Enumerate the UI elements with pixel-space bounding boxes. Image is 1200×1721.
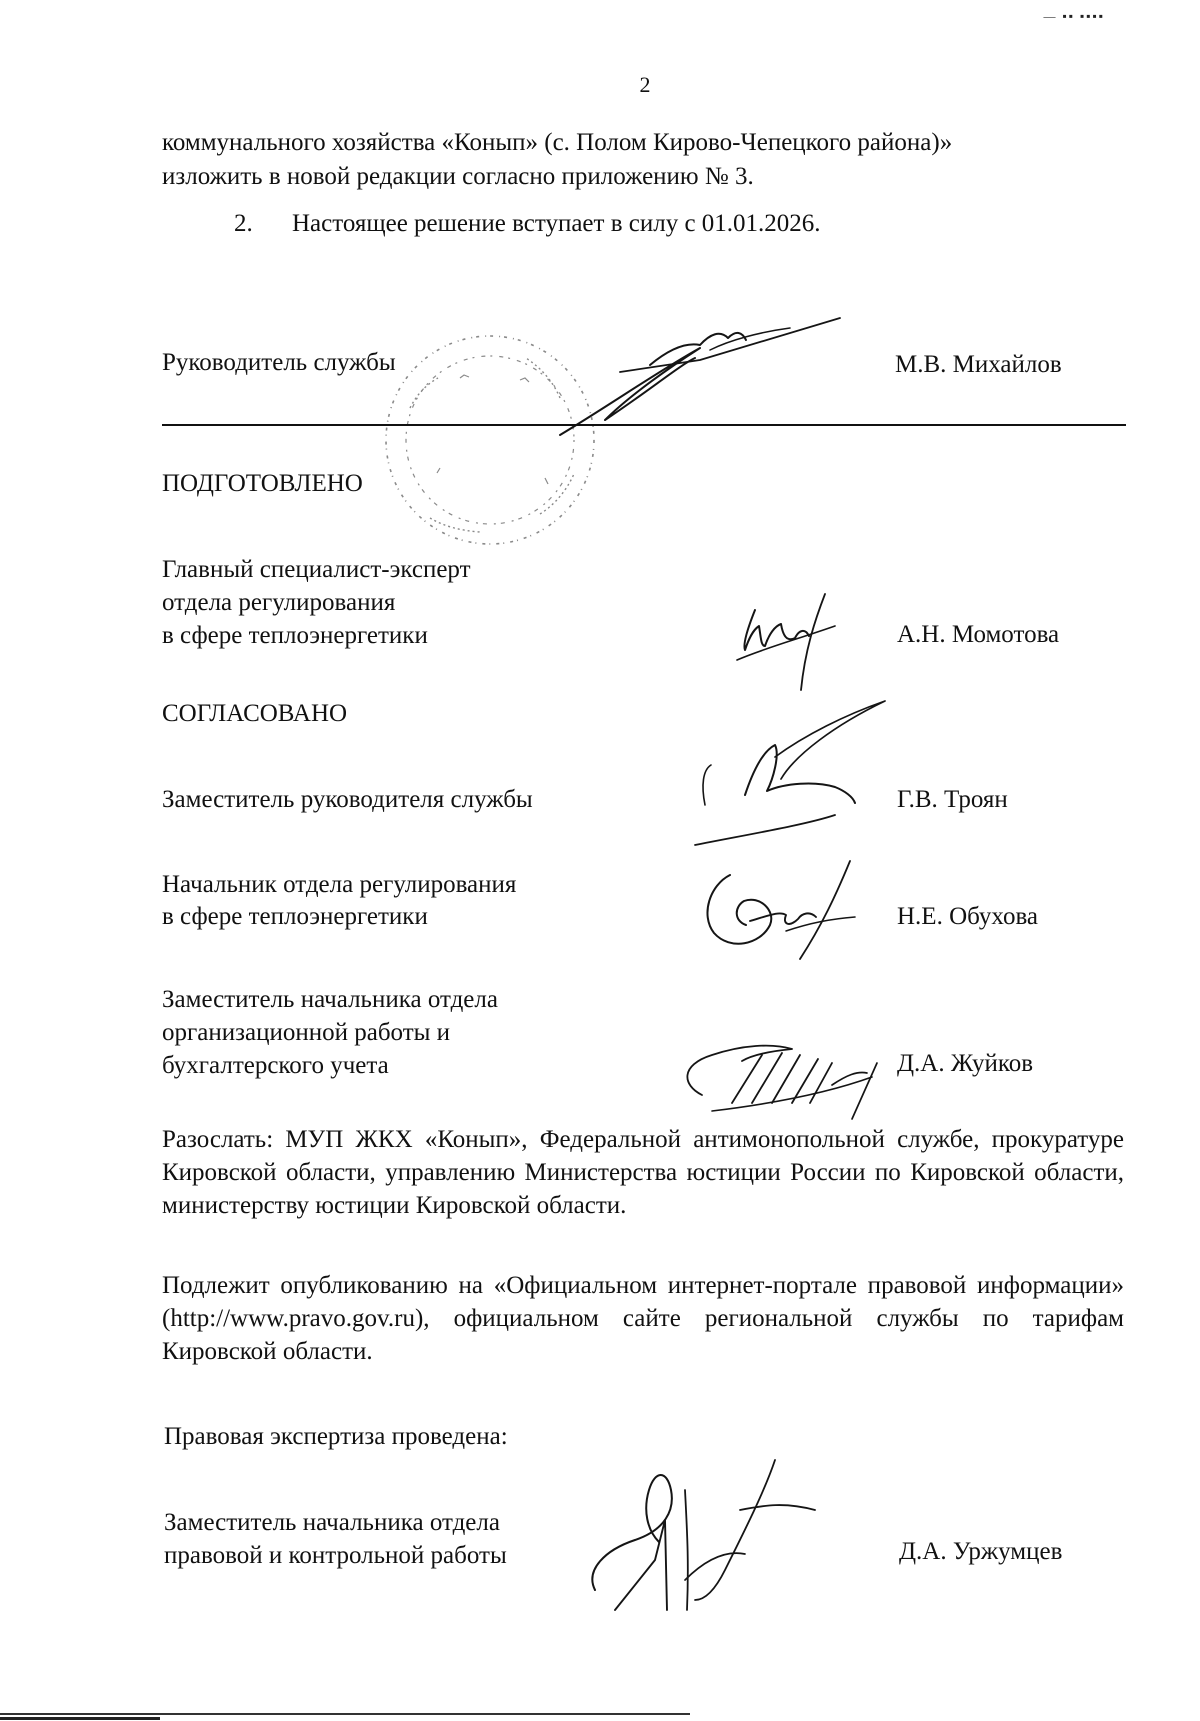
head-name: М.В. Михайлов bbox=[895, 351, 1062, 378]
body-line-2: изложить в новой редакции согласно приложению № 3. bbox=[162, 163, 754, 190]
signer-1-name: Г.В. Троян bbox=[897, 786, 1008, 813]
signer-3-position-1: Заместитель начальника отдела bbox=[162, 986, 498, 1013]
signer-3-position-3: бухгалтерского учета bbox=[162, 1052, 389, 1079]
signer-2-position-1: Начальник отдела регулирования bbox=[162, 871, 517, 898]
signature-momotova bbox=[725, 590, 845, 700]
bottom-edge-line-2 bbox=[0, 1717, 160, 1720]
signature-mikhailov bbox=[550, 310, 850, 440]
signer-3-name: Д.А. Жуйков bbox=[897, 1050, 1034, 1077]
signature-troyan bbox=[685, 695, 915, 855]
signer-2-name: Н.Е. Обухова bbox=[897, 903, 1039, 930]
corner-marks: — ▪▪ ▪▪▪▪ bbox=[1043, 9, 1105, 23]
prepared-position-3: в сфере теплоэнергетики bbox=[162, 622, 428, 649]
head-title: Руководитель службы bbox=[162, 349, 396, 376]
prepared-name: А.Н. Момотова bbox=[897, 621, 1060, 648]
body-line-1: коммунального хозяйства «Конып» (с. Полом Кирово-Чепецкого района)» bbox=[162, 129, 953, 156]
separator-line bbox=[162, 424, 1126, 426]
signature-urzhumtsev bbox=[575, 1450, 875, 1630]
distribution-paragraph: Разослать: МУП ЖКХ «Конып», Федеральной антимонопольной службе, прокуратуре Кировской области, управлению Министерства юстиции России по Кировской области, министерству юстиции Кировской области. bbox=[162, 1126, 1124, 1219]
legal-name: Д.А. Уржумцев bbox=[899, 1538, 1063, 1565]
prepared-position-1: Главный специалист-эксперт bbox=[162, 556, 471, 583]
item-2-text: Настоящее решение вступает в силу с 01.01.2026. bbox=[292, 210, 821, 237]
signer-1-position-1: Заместитель руководителя службы bbox=[162, 786, 533, 813]
publication-paragraph: Подлежит опубликованию на «Официальном интернет-портале правовой информации» (http://www.pravo.gov.ru), официальном сайте региональной службы по тарифам Кировской области. bbox=[162, 1272, 1124, 1365]
prepared-position-2: отдела регулирования bbox=[162, 589, 396, 616]
signer-2-position-2: в сфере теплоэнергетики bbox=[162, 903, 428, 930]
legal-position-2: правовой и контрольной работы bbox=[164, 1542, 507, 1569]
signature-zhuykov bbox=[672, 1015, 912, 1125]
item-2-number: 2. bbox=[234, 210, 253, 237]
prepared-heading: ПОДГОТОВЛЕНО bbox=[162, 470, 363, 497]
legal-position-1: Заместитель начальника отдела bbox=[164, 1509, 500, 1536]
agreed-heading: СОГЛАСОВАНО bbox=[162, 700, 348, 727]
bottom-edge-line bbox=[0, 1713, 690, 1715]
legal-review-heading: Правовая экспертиза проведена: bbox=[164, 1423, 508, 1450]
signature-obukhova bbox=[690, 855, 870, 965]
page-number: 2 bbox=[639, 72, 651, 97]
signer-3-position-2: организационной работы и bbox=[162, 1019, 451, 1046]
